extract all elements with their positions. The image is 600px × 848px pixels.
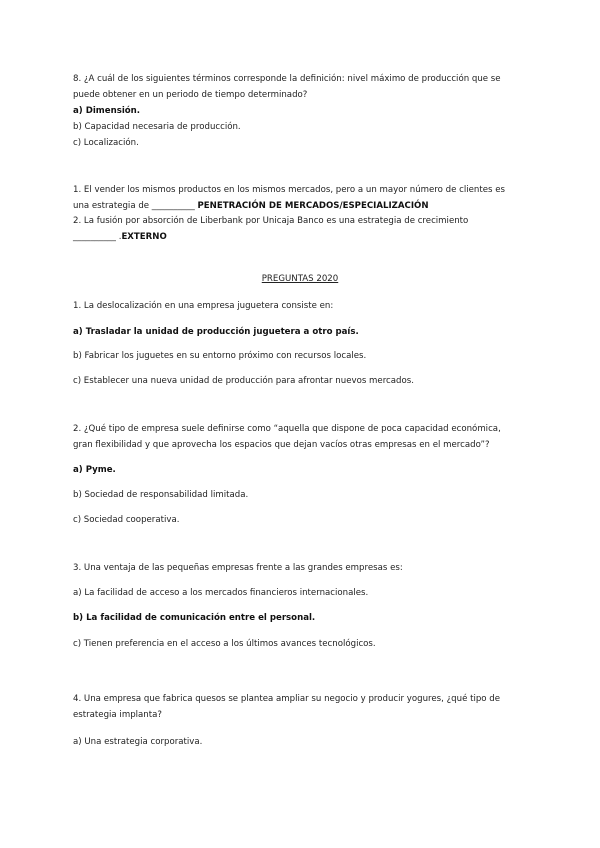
p2-question-line2: gran flexibilidad y que aprovecha los espacios que dejan vacíos otras empresas en el mercado”? (73, 440, 490, 450)
p2-option-a: a) Pyme. (73, 465, 116, 475)
question-8-option-a: a) Dimensión. (73, 106, 141, 116)
p2-option-b: b) Sociedad de responsabilidad limitada. (73, 490, 249, 500)
p3-option-a: a) La facilidad de acceso a los mercados financieros internacionales. (73, 588, 369, 598)
p3-option-c: c) Tienen preferencia en el acceso a los últimos avances tecnológicos. (73, 639, 376, 649)
p4-option-a: a) Una estrategia corporativa. (73, 737, 203, 747)
fill-blank-1-answer: PENETRACIÓN DE MERCADOS/ESPECIALIZACIÓN (197, 201, 429, 211)
question-8-text-line1: 8. ¿A cuál de los siguientes términos corresponde la definición: nivel máximo de producción que se (73, 74, 501, 84)
p1-option-b: b) Fabricar los juguetes en su entorno próximo con recursos locales. (73, 351, 367, 361)
fill-blank-1-line2 (73, 200, 429, 212)
p4-question-line2: estrategia implanta? (73, 710, 162, 720)
p3-question: 3. Una ventaja de las pequeñas empresas frente a las grandes empresas es: (73, 563, 403, 573)
fill-blank-2-answer: EXTERNO (121, 232, 167, 242)
p1-option-c: c) Establecer una nueva unidad de producción para afrontar nuevos mercados. (73, 376, 414, 386)
p1-question: 1. La deslocalización en una empresa juguetera consiste en: (73, 301, 334, 311)
fill-blank-2-prefix: __________ . (73, 232, 122, 242)
question-8-text-line2: puede obtener en un periodo de tiempo determinado? (73, 90, 308, 100)
p2-option-c: c) Sociedad cooperativa. (73, 515, 180, 525)
question-8-option-c: c) Localización. (73, 138, 139, 148)
fill-blank-2-line1: 2. La fusión por absorción de Liberbank por Unicaja Banco es una estrategia de crecimiento (73, 216, 469, 226)
fill-blank-1-prefix: una estrategia de __________ (73, 201, 198, 211)
p4-question-line1: 4. Una empresa que fabrica quesos se plantea ampliar su negocio y producir yogures, ¿qué tipo de (73, 694, 501, 704)
p3-option-b: b) La facilidad de comunicación entre el personal. (73, 613, 316, 623)
section-title: PREGUNTAS 2020 (261, 274, 339, 284)
question-8-option-b: b) Capacidad necesaria de producción. (73, 122, 241, 132)
fill-blank-1-line1: 1. El vender los mismos productos en los mismos mercados, pero a un mayor número de clientes es (73, 185, 505, 195)
fill-blank-2-line2 (73, 231, 167, 243)
p1-option-a: a) Trasladar la unidad de producción juguetera a otro país. (73, 327, 359, 337)
p2-question-line1: 2. ¿Qué tipo de empresa suele definirse como “aquella que dispone de poca capacidad económica, (73, 424, 501, 434)
